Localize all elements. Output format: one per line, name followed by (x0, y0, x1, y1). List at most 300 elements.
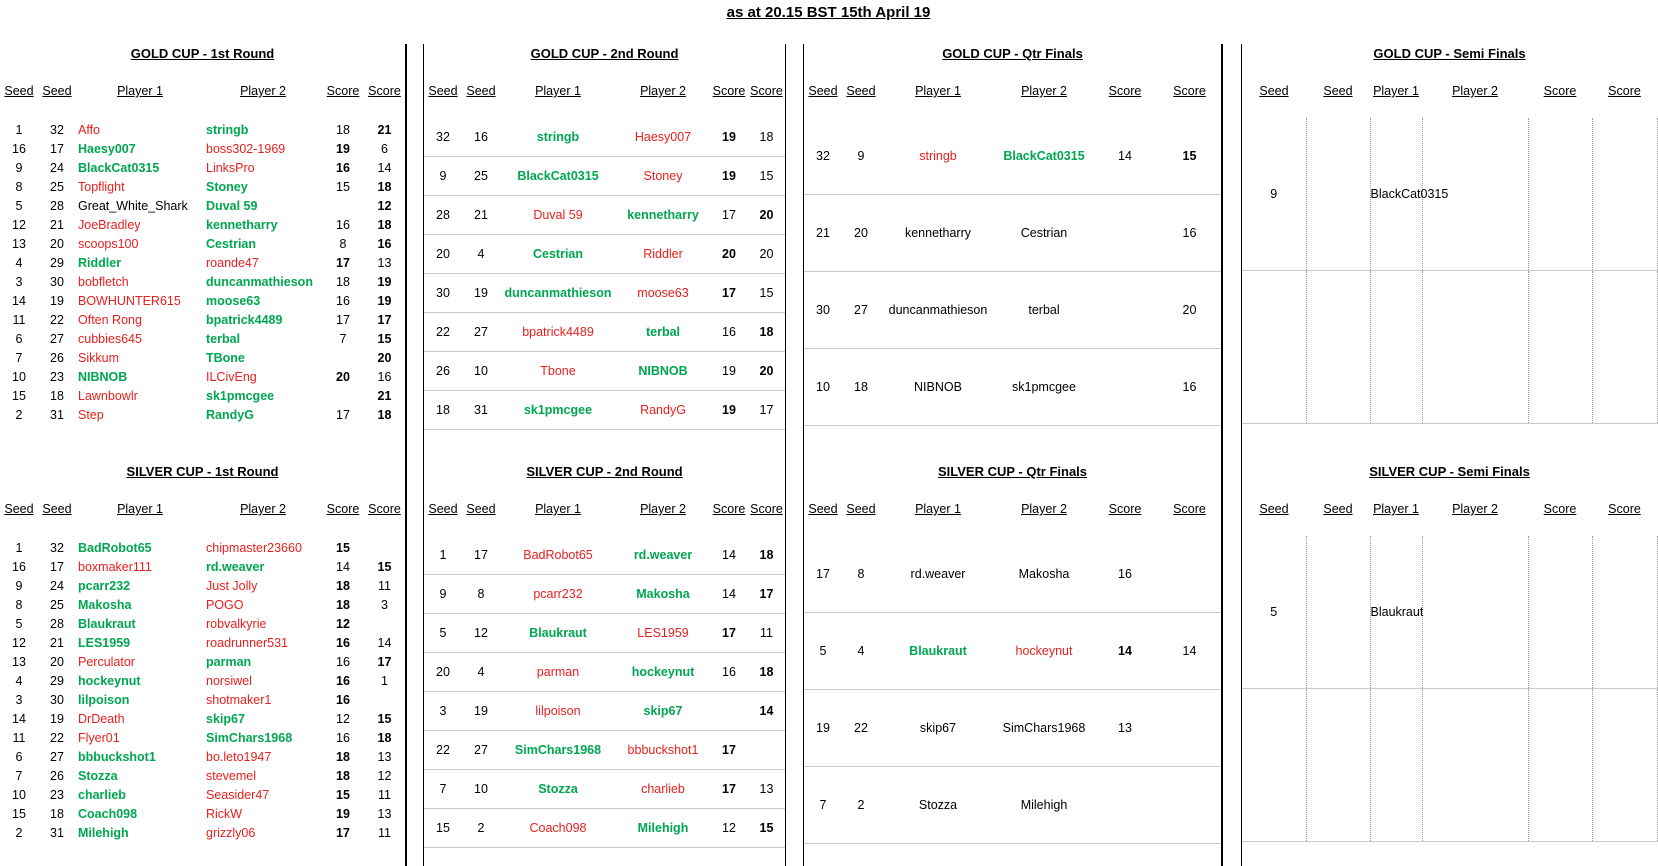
match-row (804, 767, 1221, 844)
match-row (1242, 118, 1657, 271)
match-row (0, 595, 405, 614)
seed-1: 16 (12, 141, 26, 156)
player-2: boss302-1969 (206, 141, 286, 156)
column-header: Score (1173, 84, 1206, 98)
score-1: 16 (336, 654, 350, 669)
score-2: 14 (748, 692, 785, 731)
player-1: Sikkum (78, 350, 119, 365)
player-1: rd.weaver (880, 536, 996, 613)
seed-2: 19 (462, 692, 500, 731)
seed-2: 12 (462, 614, 500, 653)
seed-1: 10 (804, 349, 842, 426)
score-2: 14 (377, 160, 392, 175)
seed-1: 15 (424, 809, 462, 848)
player-1: stringb (500, 118, 616, 157)
match-row (0, 633, 405, 652)
seed-1: 5 (1242, 536, 1306, 689)
player-2: hockeynut (616, 653, 710, 692)
column-header: Score (368, 502, 401, 516)
player-1: BlackCat0315 (1370, 118, 1422, 271)
column-header: Seed (466, 502, 496, 516)
score-2: 18 (748, 653, 785, 692)
score-1: 16 (336, 160, 350, 175)
bracket-rows (804, 118, 1221, 426)
seed-2: 32 (50, 122, 64, 137)
match-row (1242, 689, 1657, 842)
score-1: 8 (339, 236, 347, 251)
player-1: duncanmathieson (500, 274, 616, 313)
player-1: charlieb (78, 787, 126, 802)
score-2: 16 (377, 369, 392, 384)
score-2: 20 (748, 196, 785, 235)
score-2 (1592, 536, 1657, 689)
match-row (1242, 271, 1657, 424)
player-1: bbbuckshot1 (78, 749, 156, 764)
score-2: 13 (377, 255, 392, 270)
score-2: 13 (377, 749, 392, 764)
player-2: RandyG (206, 407, 254, 422)
column-header-row (1242, 501, 1657, 517)
seed-2: 10 (462, 770, 500, 809)
score-2: 16 (377, 236, 392, 251)
seed-1: 14 (12, 293, 26, 308)
player-2: Makosha (616, 575, 710, 614)
bracket-table (424, 501, 785, 517)
player-1: lilpoison (500, 692, 616, 731)
score-1: 19 (336, 141, 350, 156)
player-1: Perculator (78, 654, 135, 669)
bracket-rows (0, 120, 405, 424)
score-1: 17 (710, 274, 748, 313)
seed-2: 27 (462, 313, 500, 352)
seed-1: 3 (15, 274, 23, 289)
score-1: 18 (336, 768, 350, 783)
seed-2: 29 (50, 673, 64, 688)
seed-1: 22 (424, 731, 462, 770)
player-2: skip67 (206, 711, 245, 726)
score-2 (1158, 767, 1221, 844)
divider (1221, 44, 1223, 866)
seed-2: 20 (842, 195, 880, 272)
score-2 (364, 614, 405, 633)
match-row (804, 118, 1221, 195)
seed-2: 22 (50, 312, 64, 327)
seed-2: 22 (50, 730, 64, 745)
score-1 (1092, 272, 1158, 349)
match-row (0, 158, 405, 177)
player-2: BlackCat0315 (996, 118, 1092, 195)
player-1: skip67 (880, 690, 996, 767)
column-header: Player 2 (240, 84, 286, 98)
score-1: 16 (1092, 536, 1158, 613)
player-2: SimChars1968 (206, 730, 293, 745)
score-1 (1528, 689, 1592, 842)
score-2: 14 (377, 635, 392, 650)
column-header: Score (712, 84, 746, 98)
match-row (0, 310, 405, 329)
bracket-table (804, 501, 1221, 517)
score-2: 16 (1158, 195, 1221, 272)
column-header: Player 2 (1452, 84, 1498, 98)
seed-2: 29 (50, 255, 64, 270)
score-1: 13 (1092, 690, 1158, 767)
player-2: chipmaster23660 (206, 540, 302, 555)
seed-2: 20 (50, 654, 64, 669)
divider (405, 44, 407, 866)
column-header: Player 2 (1021, 84, 1067, 98)
score-1 (322, 196, 364, 215)
player-1: Milehigh (78, 825, 129, 840)
seed-1: 14 (12, 711, 26, 726)
match-row (0, 253, 405, 272)
column-header: Score (750, 502, 783, 516)
column-header-row (424, 501, 785, 517)
score-1: 16 (336, 673, 350, 688)
score-2 (1592, 118, 1657, 271)
seed-2: 23 (50, 787, 64, 802)
column-header: Seed (808, 502, 838, 516)
seed-1: 10 (12, 369, 26, 384)
score-1: 18 (336, 122, 350, 137)
seed-2: 31 (50, 407, 64, 422)
section-title: GOLD CUP - Semi Finals (1373, 46, 1526, 61)
player-1: lilpoison (78, 692, 130, 707)
match-row (1242, 536, 1657, 689)
score-1: 14 (710, 575, 748, 614)
player-2: LinksPro (206, 160, 255, 175)
column-header-row (424, 83, 785, 99)
seed-2 (1306, 118, 1370, 271)
seed-2: 25 (462, 157, 500, 196)
match-row (804, 536, 1221, 613)
seed-1: 11 (12, 312, 26, 327)
score-1: 17 (336, 312, 350, 327)
player-2: Makosha (996, 536, 1092, 613)
column-header: Score (326, 502, 360, 516)
column-header: Player 2 (640, 502, 686, 516)
player-1: scoops100 (78, 236, 139, 251)
player-2: robvalkyrie (206, 616, 267, 631)
seed-2: 28 (50, 616, 64, 631)
seed-2: 17 (462, 536, 500, 575)
score-1: 16 (336, 730, 350, 745)
player-1: pcarr232 (78, 578, 131, 593)
seed-2: 19 (50, 711, 64, 726)
player-1: Stozza (880, 767, 996, 844)
player-1: Blaukraut (500, 614, 616, 653)
match-row (0, 405, 405, 424)
player-2: Seasider47 (206, 787, 270, 802)
match-row (424, 313, 785, 352)
score-1: 12 (336, 616, 350, 631)
match-row (0, 177, 405, 196)
player-2: roande47 (206, 255, 259, 270)
player-1: Great_White_Shark (78, 198, 188, 213)
match-row (0, 234, 405, 253)
player-2: kennetharry (616, 196, 710, 235)
seed-2: 8 (842, 536, 880, 613)
seed-1: 19 (804, 690, 842, 767)
column-header: Score (750, 84, 783, 98)
player-1: SimChars1968 (500, 731, 616, 770)
match-row (424, 575, 785, 614)
column-header-row (0, 501, 405, 517)
column-header: Seed (846, 502, 876, 516)
player-1: Blaukraut (880, 613, 996, 690)
seed-2: 31 (50, 825, 64, 840)
match-row (0, 576, 405, 595)
seed-2: 9 (842, 118, 880, 195)
player-2: moose63 (616, 274, 710, 313)
seed-2: 24 (50, 578, 64, 593)
player-1: Coach098 (78, 806, 138, 821)
player-2: sk1pmcgee (206, 388, 275, 403)
score-2 (364, 538, 405, 557)
player-1: Lawnbowlr (78, 388, 138, 403)
player-2: Cestrian (206, 236, 257, 251)
seed-1: 3 (15, 692, 23, 707)
player-1: Topflight (78, 179, 125, 194)
player-2: parman (206, 654, 252, 669)
seed-1: 13 (12, 236, 26, 251)
player-1: Makosha (78, 597, 132, 612)
score-1: 14 (336, 559, 350, 574)
seed-2: 25 (50, 179, 64, 194)
seed-2: 26 (50, 768, 64, 783)
seed-1: 20 (424, 235, 462, 274)
score-2: 18 (377, 217, 392, 232)
seed-2: 28 (50, 198, 64, 213)
match-row (0, 671, 405, 690)
player-1: sk1pmcgee (500, 391, 616, 430)
match-row (0, 215, 405, 234)
column-header: Seed (42, 84, 72, 98)
score-1: 14 (1092, 613, 1158, 690)
match-row (424, 692, 785, 731)
score-2: 18 (377, 407, 392, 422)
player-2: bo.leto1947 (206, 749, 272, 764)
seed-2: 24 (50, 160, 64, 175)
column-header: Seed (1259, 502, 1289, 516)
seed-1: 10 (12, 787, 26, 802)
column-header: Player 1 (915, 502, 961, 516)
seed-2: 30 (50, 274, 64, 289)
score-2: 17 (748, 391, 785, 430)
score-1: 16 (710, 653, 748, 692)
score-2: 13 (748, 770, 785, 809)
seed-1 (1242, 689, 1306, 842)
match-row (0, 272, 405, 291)
column-header: Seed (42, 502, 72, 516)
match-row (0, 139, 405, 158)
match-row (424, 391, 785, 430)
score-1: 17 (710, 614, 748, 653)
column-header: Seed (4, 502, 34, 516)
column-header: Player 1 (117, 502, 163, 516)
player-2: sk1pmcgee (996, 349, 1092, 426)
player-1: DrDeath (78, 711, 125, 726)
seed-1: 32 (424, 118, 462, 157)
section-title: GOLD CUP - Qtr Finals (942, 46, 1083, 61)
divider (785, 44, 786, 866)
player-1: JoeBradley (78, 217, 141, 232)
seed-1: 5 (424, 614, 462, 653)
score-1 (1528, 118, 1592, 271)
seed-2: 21 (462, 196, 500, 235)
column-header: Seed (428, 84, 458, 98)
column-header-row (804, 501, 1221, 517)
player-2: moose63 (206, 293, 261, 308)
seed-2: 30 (50, 692, 64, 707)
player-1: Duval 59 (500, 196, 616, 235)
seed-2: 18 (50, 806, 64, 821)
column-header: Player 1 (535, 502, 581, 516)
score-2: 16 (1158, 349, 1221, 426)
column-header-row (0, 83, 405, 99)
score-1: 7 (339, 331, 347, 346)
player-2: Just Jolly (206, 578, 258, 593)
column-header: Score (326, 84, 360, 98)
seed-2 (1306, 689, 1370, 842)
column-header: Seed (1323, 84, 1353, 98)
bracket-rows (804, 536, 1221, 844)
match-row (424, 731, 785, 770)
seed-2: 27 (50, 331, 64, 346)
score-1: 12 (710, 809, 748, 848)
score-1: 16 (336, 293, 350, 308)
seed-2: 18 (842, 349, 880, 426)
bracket-rows (424, 118, 785, 430)
seed-1: 30 (804, 272, 842, 349)
section-title: SILVER CUP - Qtr Finals (937, 464, 1088, 479)
player-2: terbal (996, 272, 1092, 349)
player-2: hockeynut (996, 613, 1092, 690)
seed-1: 2 (15, 407, 23, 422)
match-row (424, 235, 785, 274)
score-2: 15 (748, 809, 785, 848)
seed-1: 17 (804, 536, 842, 613)
player-2: Duval 59 (206, 198, 258, 213)
match-row (0, 367, 405, 386)
score-2: 13 (377, 806, 392, 821)
seed-1: 11 (12, 730, 26, 745)
player-2: Stoney (616, 157, 710, 196)
seed-1 (1242, 271, 1306, 424)
score-1 (1528, 271, 1592, 424)
score-1: 20 (710, 235, 748, 274)
column-header: Seed (1323, 502, 1353, 516)
player-2: RickW (206, 806, 243, 821)
score-2: 11 (378, 825, 391, 840)
score-1: 17 (710, 731, 748, 770)
player-1: pcarr232 (500, 575, 616, 614)
player-2: shotmaker1 (206, 692, 272, 707)
seed-2: 20 (50, 236, 64, 251)
bracket-rows (424, 536, 785, 848)
bracket-rows (0, 538, 405, 842)
seed-2: 27 (842, 272, 880, 349)
seed-1: 5 (804, 613, 842, 690)
seed-1: 7 (15, 350, 23, 365)
score-2: 20 (1158, 272, 1221, 349)
bracket-table (0, 83, 405, 99)
seed-2: 22 (842, 690, 880, 767)
score-2: 11 (378, 787, 391, 802)
bracket-table (0, 501, 405, 517)
player-1: LES1959 (78, 635, 131, 650)
seed-1: 6 (15, 331, 23, 346)
column-header-row (1242, 83, 1657, 99)
match-row (804, 195, 1221, 272)
seed-1: 8 (15, 179, 23, 194)
seed-1: 20 (424, 653, 462, 692)
player-2: rd.weaver (616, 536, 710, 575)
match-row (424, 809, 785, 848)
score-2: 18 (377, 730, 392, 745)
match-row (804, 272, 1221, 349)
player-1: hockeynut (78, 673, 141, 688)
player-1: BlackCat0315 (78, 160, 160, 175)
seed-1: 7 (424, 770, 462, 809)
score-1 (1092, 767, 1158, 844)
score-1: 15 (336, 787, 350, 802)
seed-1: 2 (15, 825, 23, 840)
seed-2: 17 (50, 141, 64, 156)
bracket-rows (1242, 536, 1657, 842)
player-1: Often Rong (78, 312, 142, 327)
seed-1: 12 (12, 217, 26, 232)
score-1 (1092, 195, 1158, 272)
player-1: Blaukraut (1370, 536, 1422, 689)
player-2: duncanmathieson (206, 274, 313, 289)
score-1: 19 (336, 806, 350, 821)
score-2: 14 (1158, 613, 1221, 690)
score-1: 18 (336, 274, 350, 289)
score-1: 19 (710, 118, 748, 157)
column-header: Score (1608, 84, 1641, 98)
column-header: Seed (1259, 84, 1289, 98)
seed-2: 2 (842, 767, 880, 844)
player-1: Flyer01 (78, 730, 120, 745)
player-2: Haesy007 (616, 118, 710, 157)
seed-1: 32 (804, 118, 842, 195)
player-2: charlieb (616, 770, 710, 809)
player-1: bobfletch (78, 274, 129, 289)
score-2: 12 (377, 768, 392, 783)
score-1: 19 (710, 352, 748, 391)
player-1: BadRobot65 (78, 540, 152, 555)
score-2 (1158, 690, 1221, 767)
player-1: Tbone (500, 352, 616, 391)
score-2: 15 (748, 274, 785, 313)
section-title: GOLD CUP - 1st Round (130, 46, 275, 61)
score-2: 18 (748, 118, 785, 157)
seed-1: 4 (15, 255, 23, 270)
seed-2: 8 (462, 575, 500, 614)
score-2: 3 (381, 597, 388, 612)
match-row (424, 118, 785, 157)
score-1: 16 (336, 635, 350, 650)
match-row (424, 536, 785, 575)
score-2: 11 (748, 614, 785, 653)
section-title: GOLD CUP - 2nd Round (530, 46, 679, 61)
seed-1: 1 (15, 122, 23, 137)
score-2: 17 (748, 575, 785, 614)
player-1: Coach098 (500, 809, 616, 848)
column-header: Score (1108, 84, 1142, 98)
score-2: 19 (377, 293, 392, 308)
seed-2: 27 (462, 731, 500, 770)
